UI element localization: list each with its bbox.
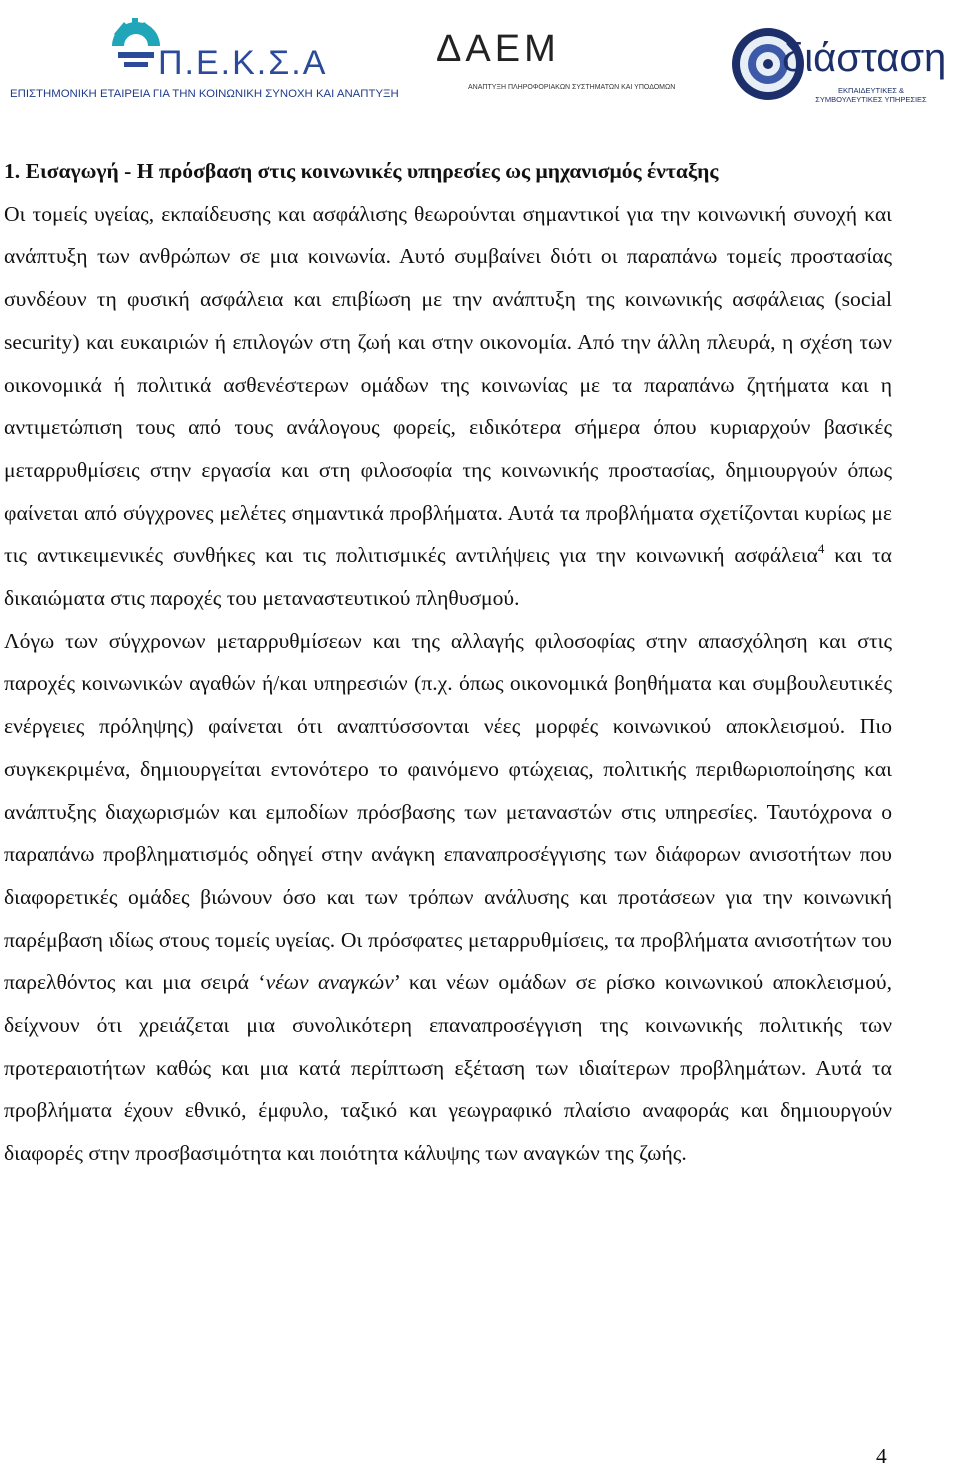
daem-logo-subtitle: ΑΝΑΠΤΥΞΗ ΠΛΗΡΟΦΟΡΙΑΚΩΝ ΣΥΣΤΗΜΑΤΩΝ ΚΑΙ ΥΠΟΔΟΜΩΝ (468, 84, 676, 91)
paragraph-2-text: Λόγω των σύγχρονων μεταρρυθμίσεων και της αλλαγής φιλοσοφίας στην απασχόληση και στις παροχές κοινωνικών αγαθών ή/και υπηρεσιών (π.χ. όπως οικονομικά βοηθήματα και συμβουλευτικές ενέργειες πρόληψης) φαίνεται ότι αναπτύσσονται νέες μορφές κοινωνικού αποκλεισμού. Πιο συγκεκριμένα, δημιουργείται εντονότερο το φαινόμενο φτώχειας, πολιτικής περιθωριοποίησης και ανάπτυξης διαχωρισμών και εμποδίων πρόσβασης των μεταναστών στις υπηρεσίες. Ταυτόχρονα ο παραπάνω προβληματισμός οδηγεί στην ανάγκη επαναπροσέγγισης των διάφορων ανισοτήτων που διαφορετικές ομάδες βιώνουν όσο και των τρόπων ανάλυσης και προτάσεων για την κοινωνική παρέμβαση ιδίως στους τομείς υγείας. Οι πρόσφατες μεταρρυθμίσεις, τα προβλήματα ανισοτήτων του παρελθόντος και μια σειρά ‘ (4, 628, 892, 995)
daem-logo-name: ΔΑΕΜ (436, 28, 560, 70)
diastasi-logo-subtitle: ΕΚΠΑΙΔΕΥΤΙΚΕΣ & ΣΥΜΒΟΥΛΕΥΤΙΚΕΣ ΥΠΗΡΕΣΙΕΣ (815, 86, 927, 104)
header-logos (0, 0, 960, 120)
paragraph-2-italic: νέων αναγκών (265, 970, 394, 995)
diastasi-logo-name: διάσταση (782, 36, 947, 80)
paragraph-2-text-end: ’ και νέων ομάδων σε ρίσκο κοινωνικού αποκλεισμού, δείχνουν ότι χρειάζεται μια συνολικότερη επαναπροσέγγιση της κοινωνικής πολιτικής των προτεραιοτήτων καθώς και μια κατά περίπτωση εξέταση των ιδιαίτερων προβλημάτων. Αυτά τα προβλήματα έχουν εθνικό, έμφυλο, ταξικό και γεωγραφικό πλαίσιο αναφοράς και δημιουργούν διαφορές στην προσβασιμότητα και ποιότητα κάλυψης των αναγκών της ζωής. (4, 970, 893, 1166)
pekesa-emblem-icon (104, 16, 164, 72)
paragraph-1-text-end: και τα δικαιώματα στις παροχές του μεταναστευτικού πληθυσμού. (4, 543, 892, 611)
pekesa-logo-subtitle: ΕΠΙΣΤΗΜΟΝΙΚΗ ΕΤΑΙΡΕΙΑ ΓΙΑ ΤΗΝ ΚΟΙΝΩΝΙΚΗ ΣΥΝΟΧΗ ΚΑΙ ΑΝΑΠΤΥΞΗ (10, 88, 399, 100)
page-number: 4 (876, 1444, 887, 1468)
pekesa-logo-name: Π.Ε.Κ.Σ.Α (158, 44, 328, 82)
footnote-marker[interactable]: 4 (817, 541, 825, 557)
daem-logo (428, 22, 676, 100)
document-body (4, 150, 892, 1175)
paragraph-1-text: Οι τομείς υγείας, εκπαίδευσης και ασφάλισης θεωρούνται σημαντικοί για την κοινωνική συνοχή και ανάπτυξη των ανθρώπων σε μια κοινωνία. Αυτό συμβαίνει διότι οι παραπάνω τομείς προστασίας συνδέουν τη φυσική ασφάλεια και επιβίωση με την ανάπτυξη της κοινωνικής ασφάλειας (social security) και ευκαιριών ή επιλογών στη ζωή και στην οικονομία. Από την άλλη πλευρά, η σχέση των οικονομικά ή πολιτικά ασθενέστερων ομάδων της κοινωνίας με τα παραπάνω ζητήματα και η αντιμετώπιση τους από τους ανάλογους φορείς, ειδικότερα σήμερα όπου κυριαρχούν βασικές μεταρρυθμίσεις στην εργασία και στη φιλοσοφία της κοινωνικής προστασίας, δημιουργούν όπως φαίνεται από σύγχρονες μελέτες σημαντικά προβλήματα. Αυτά τα προβλήματα σχετίζονται κυρίως με τις αντικειμενικές συνθήκες και τις πολιτισμικές αντιλήψεις για την κοινωνική ασφάλεια (4, 201, 892, 568)
pekesa-logo (8, 12, 399, 102)
section-heading: 1. Εισαγωγή - Η πρόσβαση στις κοινωνικές υπηρεσίες ως μηχανισμός ένταξης (4, 159, 719, 183)
paragraph-2 (4, 620, 892, 1175)
paragraph-1 (4, 193, 892, 620)
diastasi-logo (728, 16, 956, 116)
